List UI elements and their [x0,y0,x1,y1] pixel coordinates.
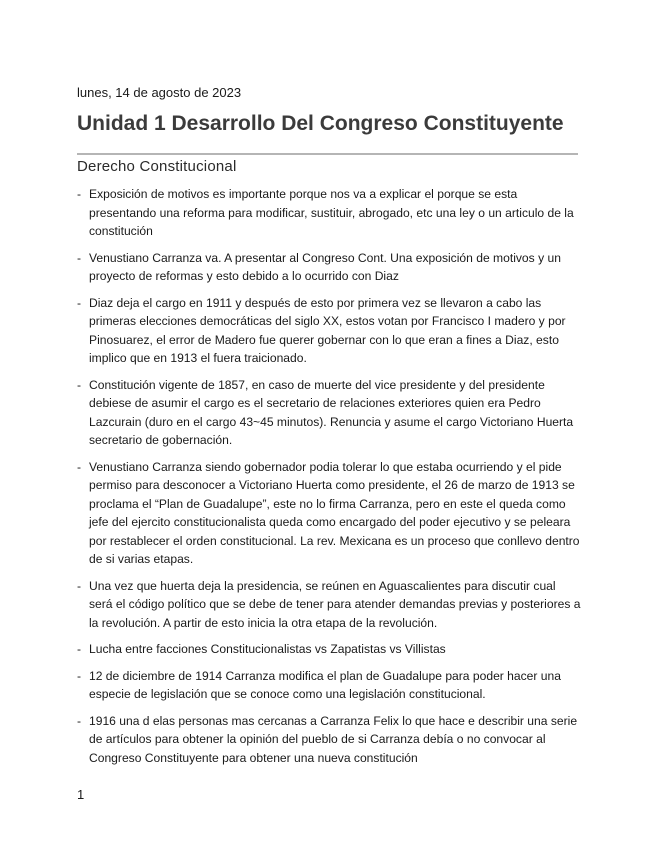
list-item [77,640,582,659]
list-item-text: Constitución vigente de 1857, en caso de muerte del vice presidente y del presidente debiese de asumir el cargo es el secretario de relaciones exteriores quien era Pedro Lazcurain (duro en el cargo 43~45 minutos). Renuncia y asume el cargo Victoriano Huerta secretario de gobernación. [89,377,574,447]
list-item-text: Lucha entre facciones Constitucionalistas vs Zapatistas vs Villistas [89,642,446,656]
list-item-text: Venustiano Carranza siendo gobernador podia tolerar lo que estaba ocurriendo y el pide permiso para desconocer a Victoriano Huerta como presidente, el 26 de marzo de 1913 se proclama el “Plan de Guadalupe”, este no lo firma Carranza, pero en este el queda como jefe del ejercito constitucionalista queda como encargado del poder ejecutivo y se peleara por restablecer el orden constitucional. La rev. Mexicana es un proceso que conllevo dentro de si varias etapas. [89,459,580,566]
section-heading: Derecho Constitucional [77,158,237,175]
bullet-marker: - [77,250,82,265]
list-item [77,249,582,286]
note-date: lunes, 14 de agosto de 2023 [77,85,242,100]
bullet-marker: - [77,295,82,310]
bullet-marker: - [77,377,82,392]
list-item-text: Una vez que huerta deja la presidencia, se reúnen en Aguascalientes para discutir cual será el código político que se debe de tener para atender demandas previas y posteriores a la revolución. A partir de esto inicia la otra etapa de la revolución. [89,578,581,630]
list-item-text: 12 de diciembre de 1914 Carranza modifica el plan de Guadalupe para poder hacer una especie de legislación que se conoce como una legislación constitucional. [89,668,561,701]
bullet-marker: - [77,578,82,593]
bullet-marker: - [77,642,82,656]
list-item [77,577,582,633]
bullet-marker: - [77,187,82,201]
bullet-marker: - [77,668,82,683]
list-item-text: Diaz deja el cargo en 1911 y después de esto por primera vez se llevaron a cabo las primeras elecciones democráticas del siglo XX, estos votan por Francisco I madero y por Pinosuarez, el error de Madero fue querer gobernar con lo que eran a fines a Diaz, esto implico que en 1913 el fuera traicionado. [89,295,566,365]
bullet-list [77,185,582,775]
list-item-text: Exposición de motivos es importante porque nos va a explicar el porque se esta presentando una reforma para modificar, sustituir, abrogado, etc una ley o un articulo de la constitución [89,187,574,238]
list-item-text: Venustiano Carranza va. A presentar al Congreso Cont. Una exposición de motivos y un proyecto de reformas y esto debido a lo ocurrido con Diaz [89,250,561,283]
page-number: 1 [77,787,85,802]
list-item [77,294,582,368]
list-item [77,376,582,450]
list-item [77,667,582,704]
list-item [77,458,582,569]
list-item-text: 1916 una d elas personas mas cercanas a Carranza Felix lo que hace e describir una serie de artículos para obtener la opinión del pueblo de si Carranza debía o no convocar al Congreso Constituyente para obtener una nueva constitución [89,713,578,765]
page-title: Unidad 1 Desarrollo Del Congreso Constituyente [77,112,564,135]
list-item [77,185,582,241]
title-divider [77,153,578,155]
bullet-marker: - [77,713,82,728]
list-item [77,712,582,768]
bullet-marker: - [77,459,82,474]
